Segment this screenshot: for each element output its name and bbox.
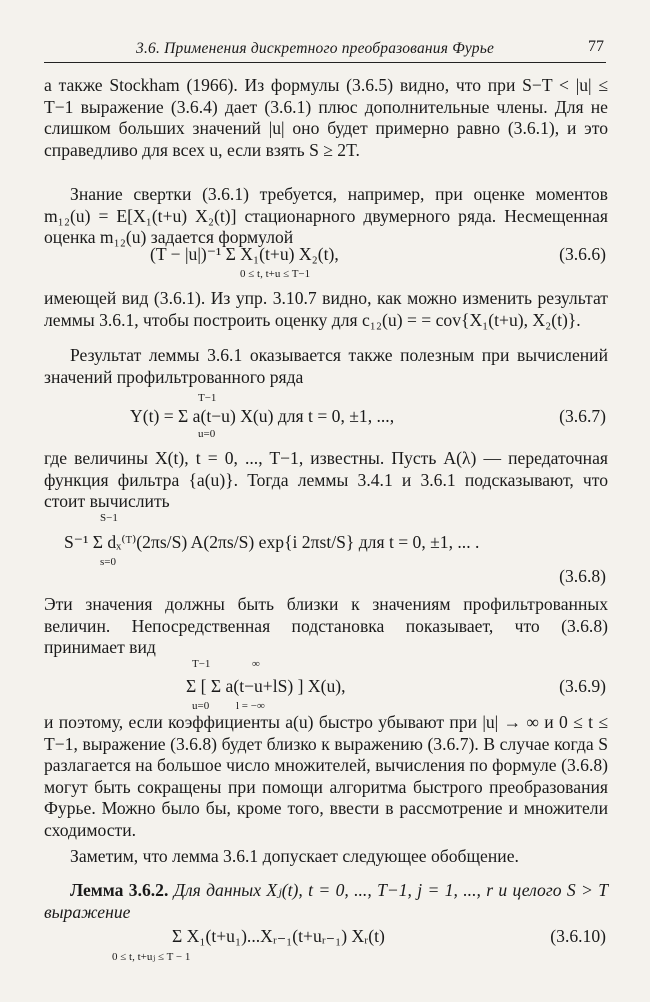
sum-upper-limit: T−1 [198, 392, 217, 404]
paragraph-8: Заметим, что лемма 3.6.1 допускает следующее обобщение. [70, 846, 519, 866]
equation-3-6-9 [186, 676, 346, 697]
equation-number: (3.6.9) [559, 676, 606, 696]
lemma-3-6-2 [44, 880, 608, 923]
sum-limits: 0 ≤ t, t+uⱼ ≤ T − 1 [112, 951, 191, 963]
equation-body: Σ X₁(t+u₁)...Xᵣ₋₁(t+uᵣ₋₁) Xᵣ(t) [172, 926, 385, 946]
sum-lower-limit: u=0 [198, 428, 216, 440]
equation-3-6-6 [150, 244, 339, 265]
lemma-label: Лемма 3.6.2. [70, 880, 169, 900]
paragraph-5: где величины X(t), t = 0, ..., T−1, известны. Пусть A(λ) — передаточная функция фильтра {a(u)}. Тогда леммы 3.4.1 и 3.6.1 подсказывают, что стоит вычислить [44, 448, 608, 512]
sum-limits: 0 ≤ t, t+u ≤ T−1 [240, 268, 311, 280]
equation-number: (3.6.10) [550, 926, 606, 946]
inner-sum-lower-limit: l = −∞ [236, 700, 265, 712]
equation-body: (T − |u|)⁻¹ Σ X₁(t+u) X₂(t), [150, 244, 339, 264]
equation-body: Y(t) = Σ a(t−u) X(u) для t = 0, ±1, ..., [130, 406, 395, 426]
sum-upper-limit: T−1 [192, 658, 211, 670]
equation-3-6-10 [172, 926, 385, 947]
sum-lower-limit: u=0 [192, 700, 210, 712]
equation-body: Σ [ Σ a(t−u+lS) ] X(u), [186, 676, 346, 696]
paragraph-6: Эти значения должны быть близки к значениям профильтрованных величин. Непосредственная подстановка показывает, что (3.6.8) принимает вид [44, 594, 608, 658]
paragraph-3: имеющей вид (3.6.1). Из упр. 3.10.7 видно, как можно изменить результат леммы 3.6.1, чтобы построить оценку для c₁₂(u) = = cov{X₁(t+u), X₂(t)}. [44, 288, 608, 330]
equation-number: (3.6.6) [559, 244, 606, 264]
sum-lower-limit: s=0 [100, 556, 116, 568]
equation-number: (3.6.7) [559, 406, 606, 426]
equation-body: S⁻¹ Σ dₓ⁽ᵀ⁾(2πs/S) A(2πs/S) exp{i 2πst/S} для t = 0, ±1, ... . [64, 532, 480, 552]
page-number: 77 [588, 38, 604, 55]
paragraph-7: и поэтому, если коэффициенты a(u) быстро убывают при |u| → ∞ и 0 ≤ t ≤ T−1, выражение (3.6.8) будет близко к выражению (3.6.7). В случае когда S разлагается на большое число множителей, вычисления по формуле (3.6.8) могут быть сокращены при помощи алгоритма быстрого преобразования Фурье. Можно было бы, кроме того, ввести в рассмотрение и множители сходимости. [44, 712, 608, 840]
equation-3-6-7 [130, 406, 394, 427]
sum-upper-limit: S−1 [100, 512, 118, 524]
equation-3-6-8 [64, 532, 479, 553]
running-title: 3.6. Применения дискретного преобразования Фурье [136, 40, 495, 57]
header-rule [44, 62, 606, 63]
paragraph-4: Результат леммы 3.6.1 оказывается также полезным при вычислений значений профильтрованного ряда [44, 345, 608, 387]
inner-sum-upper-limit: ∞ [252, 658, 260, 670]
equation-number: (3.6.8) [559, 566, 606, 586]
paragraph-1: а также Stockham (1966). Из формулы (3.6.5) видно, что при S−T < |u| ≤ T−1 выражение (3.6.4) дает (3.6.1) плюс дополнительные члены. Для не слишком больших значений |u| оно будет примерно равно (3.6.1), и это справедливо для всех u, если взять S ≥ 2T. [44, 75, 608, 160]
paragraph-2: Знание свертки (3.6.1) требуется, например, при оценке моментов m₁₂(u) = E[X₁(t+u) X₂(t)] стационарного двумерного ряда. Несмещенная оценка m₁₂(u) задается формулой [44, 184, 608, 248]
lemma-text: Для данных Xⱼ(t), t = 0, ..., T−1, j = 1, ..., r и целого S > T выражение [44, 880, 609, 922]
